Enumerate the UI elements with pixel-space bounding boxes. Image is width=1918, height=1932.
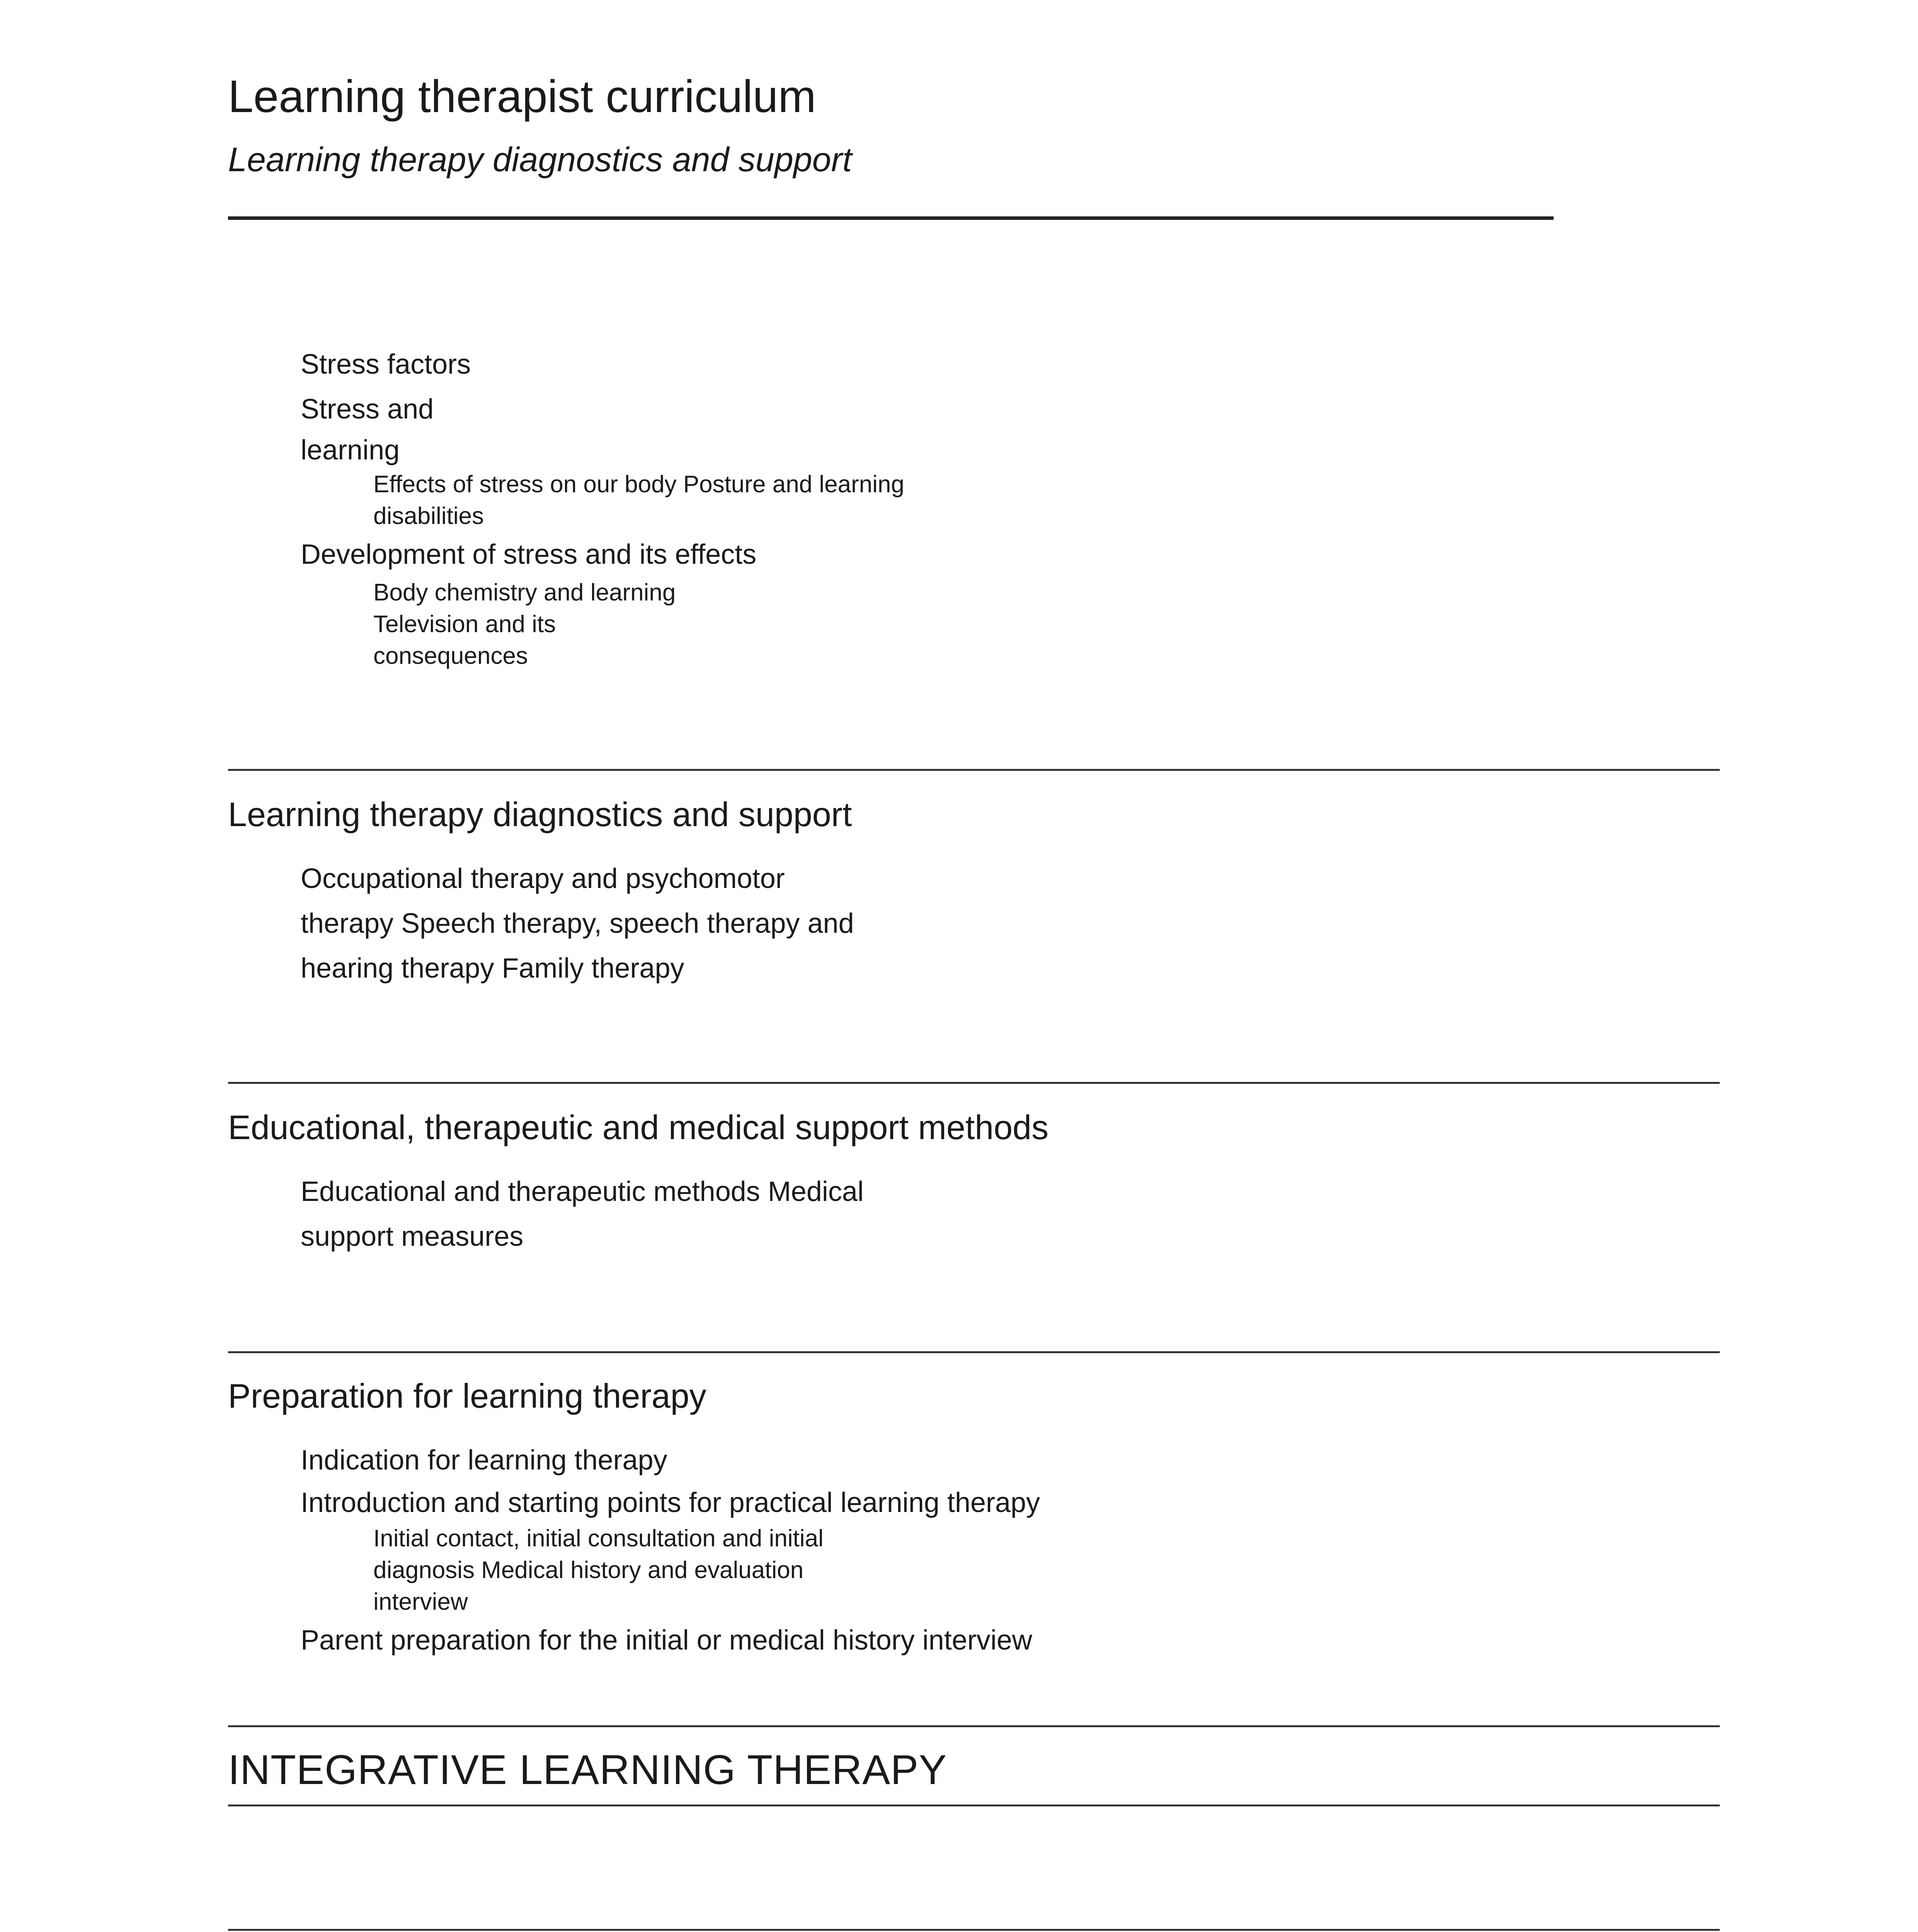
sub-list-item: interview — [373, 1588, 468, 1615]
list-item: support measures — [301, 1221, 524, 1252]
sub-list-item: consequences — [373, 643, 528, 669]
section-title: Learning therapy diagnostics and support — [228, 795, 852, 833]
section-support-methods — [228, 1107, 1720, 1259]
document-subtitle: Learning therapy diagnostics and support — [228, 140, 852, 179]
list-item: Occupational therapy and psychomotor — [301, 863, 785, 894]
section-divider — [228, 1929, 1720, 1931]
list-item: hearing therapy Family therapy — [301, 952, 684, 984]
section-divider — [228, 1082, 1720, 1084]
section-title: Preparation for learning therapy — [228, 1377, 706, 1415]
list-item: learning — [301, 435, 400, 466]
section-preparation — [228, 1376, 1720, 1663]
section-title: Educational, therapeutic and medical support methods — [228, 1108, 1049, 1146]
section-title: INTEGRATIVE LEARNING THERAPY — [228, 1746, 947, 1793]
list-item: Stress factors — [301, 349, 471, 380]
section-divider — [228, 1725, 1720, 1727]
list-item: Development of stress and its effects — [301, 539, 757, 570]
section-diagnostics — [228, 794, 1720, 991]
section-divider — [228, 1804, 1720, 1806]
sub-list-item: Effects of stress on our body Posture and learning — [373, 471, 904, 498]
sub-list-item: disabilities — [373, 503, 484, 529]
stress-block — [228, 342, 1720, 672]
list-item: Parent preparation for the initial or medical history interview — [301, 1624, 1032, 1656]
list-item: therapy Speech therapy, speech therapy and — [301, 908, 854, 939]
section-integrative — [228, 1745, 1720, 1795]
sub-list-item: diagnosis Medical history and evaluation — [373, 1556, 804, 1583]
section-divider — [228, 1351, 1720, 1353]
list-item: Introduction and starting points for practical learning therapy — [301, 1487, 1040, 1518]
list-item: Indication for learning therapy — [301, 1444, 667, 1476]
header-divider — [228, 216, 1554, 220]
sub-list-item: Body chemistry and learning — [373, 579, 676, 606]
list-item: Stress and — [301, 394, 434, 425]
section-divider — [228, 769, 1720, 771]
document-title: Learning therapist curriculum — [228, 71, 816, 122]
sub-list-item: Initial contact, initial consultation and initial — [373, 1525, 824, 1552]
list-item: Educational and therapeutic methods Medical — [301, 1176, 864, 1207]
sub-list-item: Television and its — [373, 611, 556, 638]
